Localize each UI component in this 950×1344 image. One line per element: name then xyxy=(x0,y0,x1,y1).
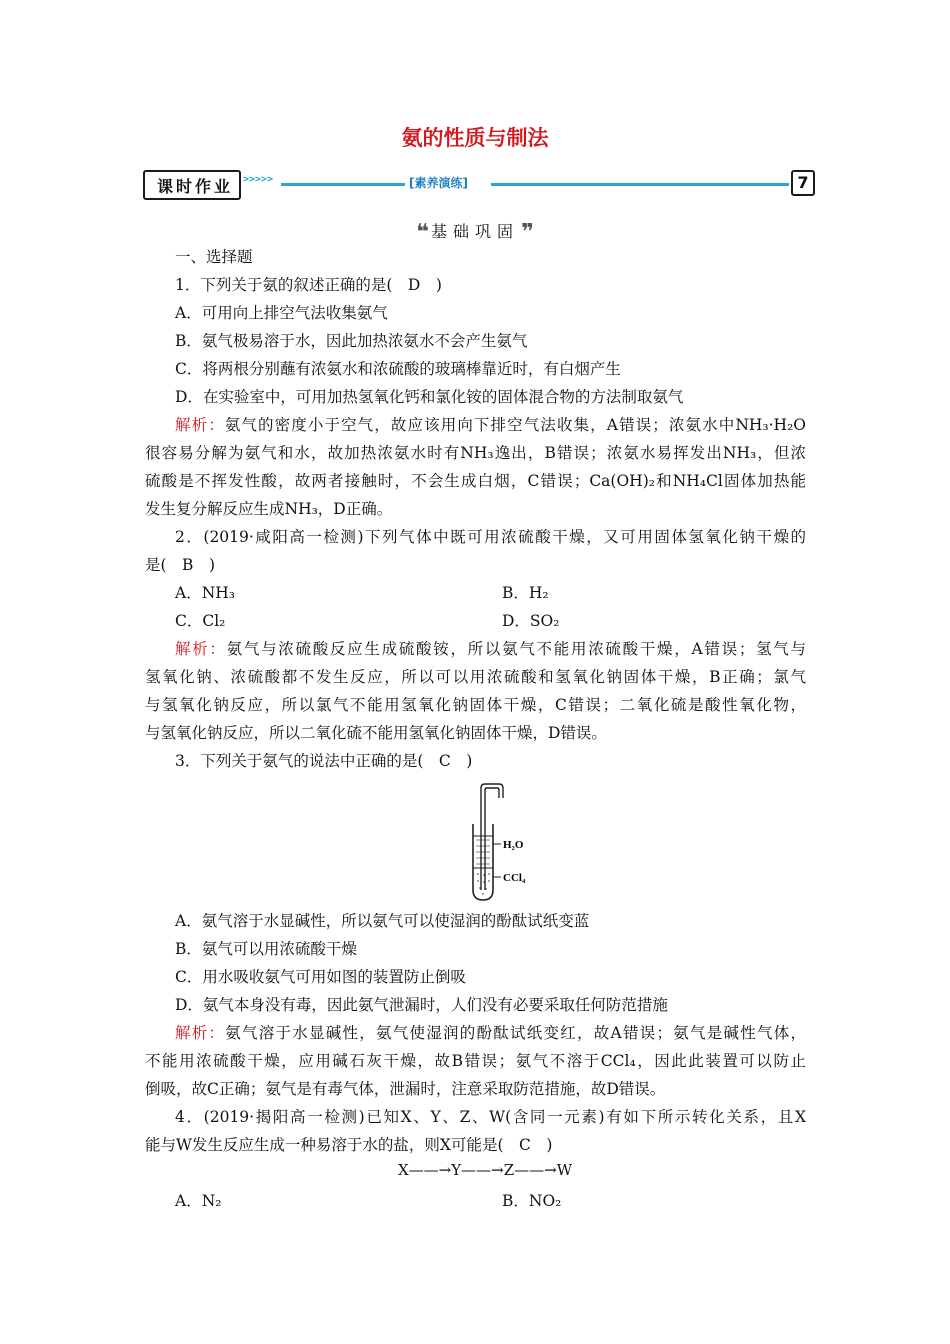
q4-option-b: B．NO₂ xyxy=(502,1192,562,1210)
section-banner xyxy=(143,168,815,204)
q1-option-d: D．在实验室中，可用加热氢氧化钙和氯化铵的固体混合物的方法制取氨气 xyxy=(175,388,684,406)
q1-option-c: C．将两根分别蘸有浓氨水和浓硫酸的玻璃棒靠近时，有白烟产生 xyxy=(175,360,621,378)
section-title: 基础巩固 xyxy=(430,222,519,241)
q3-option-c: C．用水吸收氨气可用如图的装置防止倒吸 xyxy=(175,968,466,986)
q1-explanation-line: 发生复分解反应生成NH₃，D正确。 xyxy=(145,500,393,518)
q2-explanation-line: 与氢氧化钠反应，所以二氧化硫不能用氢氧化钠固体干燥，D错误。 xyxy=(145,724,607,742)
banner-label: 课时作业 xyxy=(157,177,234,196)
explanation-label: 解析： xyxy=(175,640,227,658)
q3-explanation-line: 不能用浓硫酸干燥，应用碱石灰干燥，故B错误；氨气不溶于CCl₄，因此此装置可以防止 xyxy=(145,1052,806,1070)
q3-option-a: A．氨气溶于水显碱性，所以氨气可以使湿润的酚酞试纸变蓝 xyxy=(175,912,590,930)
test-tube-apparatus xyxy=(455,782,565,904)
q1-option-a: A．可用向上排空气法收集氨气 xyxy=(175,304,388,322)
q2-option-a: A．NH₃ xyxy=(175,584,235,602)
q4-option-a: A．N₂ xyxy=(175,1192,222,1210)
q2-option-c: C．Cl₂ xyxy=(175,612,226,630)
q4-stem: 4．(2019·揭阳高一检测)已知X、Y、Z、W(含同一元素)有如下所示转化关系，且X xyxy=(175,1108,806,1126)
q1-stem: 1．下列关于氨的叙述正确的是( D ) xyxy=(175,276,442,294)
banner-line-left xyxy=(281,183,405,186)
label-water: H₂O xyxy=(503,839,524,851)
section-heading xyxy=(0,219,950,245)
label-ccl4: CCl₄ xyxy=(503,872,526,884)
page-title: 氨的性质与制法 xyxy=(401,126,549,150)
q3-option-b: B．氨气可以用浓硫酸干燥 xyxy=(175,940,357,958)
q1-option-b: B．氨气极易溶于水，因此加热浓氨水不会产生氨气 xyxy=(175,332,528,350)
explanation-label: 解析： xyxy=(175,1024,226,1042)
q4-stem: 能与W发生反应生成一种易溶于水的盐，则X可能是( C ) xyxy=(145,1136,553,1154)
q2-option-d: D．SO₂ xyxy=(502,612,560,630)
conversion-chain: X——→Y——→Z——→W xyxy=(398,1161,573,1179)
banner-label-box xyxy=(143,170,241,200)
q1-explanation-line: 很容易分解为氨气和水，故加热浓氨水时有NH₃逸出，B错误；浓氨水易挥发出NH₃，但浓 xyxy=(145,444,806,462)
q3-explanation-text: 氨气溶于水显碱性，氨气使湿润的酚酞试纸变红，故A错误；氨气是碱性气体， xyxy=(225,1024,806,1042)
part-heading: 一、选择题 xyxy=(175,248,253,266)
banner-arrows: >>>>> xyxy=(243,174,274,185)
quote-close-icon: ❞ xyxy=(521,220,534,245)
quote-open-icon: ❝ xyxy=(416,220,429,245)
q2-explanation-line: 与氢氧化钠反应，所以氯气不能用氢氧化钠固体干燥，C错误；二氧化硫是酸性氧化物， xyxy=(145,696,806,714)
banner-line-right xyxy=(491,183,789,186)
explanation-label: 解析： xyxy=(175,416,225,434)
q2-explanation-line xyxy=(175,639,806,659)
q1-explanation-text: 氨气的密度小于空气，故应该用向下排空气法收集，A错误；浓氨水中NH₃·H₂O xyxy=(224,416,806,434)
q3-explanation-line xyxy=(175,1023,806,1043)
q1-explanation-line xyxy=(175,415,806,435)
q2-option-b: B．H₂ xyxy=(502,584,549,602)
q2-stem: 是( B ) xyxy=(145,556,215,574)
q2-explanation-line: 氢氧化钠、浓硫酸都不发生反应，所以可以用浓硫酸和氢氧化钠固体干燥，B正确；氯气 xyxy=(145,668,806,686)
banner-tag: [素养演练] xyxy=(409,176,468,190)
q3-option-d: D．氨气本身没有毒，因此氨气泄漏时，人们没有必要采取任何防范措施 xyxy=(175,996,668,1014)
q3-explanation-line: 倒吸，故C正确；氨气是有毒气体，泄漏时，注意采取防范措施，故D错误。 xyxy=(145,1080,666,1098)
q3-stem: 3．下列关于氨气的说法中正确的是( C ) xyxy=(175,752,473,770)
q2-explanation-text: 氨气与浓硫酸反应生成硫酸铵，所以氨气不能用浓硫酸干燥，A错误；氢气与 xyxy=(226,640,806,658)
q2-stem: 2．(2019·咸阳高一检测)下列气体中既可用浓硫酸干燥，又可用固体氢氧化钠干燥的 xyxy=(175,528,806,546)
banner-number: 7 xyxy=(791,170,815,196)
q1-explanation-line: 硫酸是不挥发性酸，故两者接触时，不会生成白烟，C错误；Ca(OH)₂和NH₄Cl固体加热能 xyxy=(145,472,806,490)
